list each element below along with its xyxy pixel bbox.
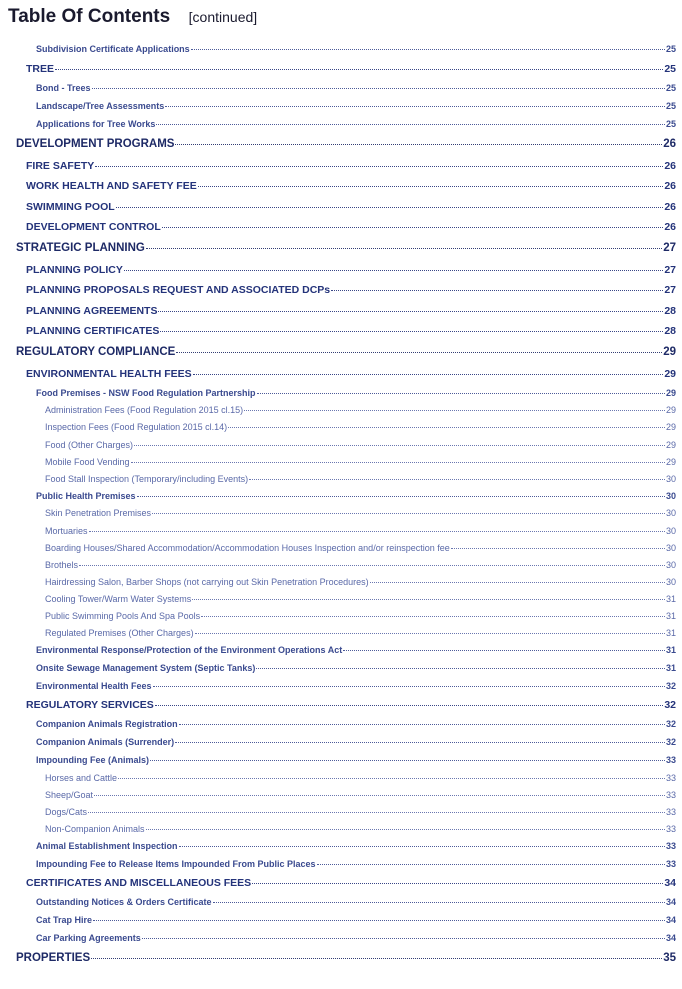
toc-entry-title: REGULATORY COMPLIANCE bbox=[16, 346, 176, 358]
dot-leader bbox=[175, 144, 662, 145]
toc-entry-title: Mortuaries bbox=[45, 526, 88, 536]
toc-entry-page: 33 bbox=[665, 824, 676, 834]
toc-entry-page: 27 bbox=[663, 242, 676, 254]
toc-entry-title: Animal Establishment Inspection bbox=[36, 841, 178, 851]
toc-entry-page: 25 bbox=[665, 44, 676, 54]
dot-leader bbox=[256, 668, 665, 669]
page-header bbox=[8, 6, 257, 28]
dot-leader bbox=[91, 958, 662, 959]
dot-leader bbox=[193, 374, 664, 375]
dot-leader bbox=[93, 920, 665, 921]
toc-entry-page: 33 bbox=[665, 841, 676, 851]
toc-entry-page: 34 bbox=[664, 877, 676, 889]
toc-entry[interactable] bbox=[45, 457, 676, 467]
toc-entry[interactable] bbox=[45, 560, 676, 570]
toc-entry-page: 26 bbox=[664, 201, 676, 213]
toc-entry[interactable] bbox=[36, 915, 676, 925]
dot-leader bbox=[118, 778, 665, 779]
toc-entry-title: PLANNING CERTIFICATES bbox=[26, 325, 160, 337]
toc-entry-title: Administration Fees (Food Regulation 2015 cl.15) bbox=[45, 405, 244, 415]
dot-leader bbox=[249, 479, 665, 480]
dot-leader bbox=[156, 124, 665, 125]
toc-entry[interactable] bbox=[45, 526, 676, 536]
toc-entry[interactable] bbox=[45, 628, 676, 638]
continued-label: [continued] bbox=[188, 9, 258, 25]
toc-entry-page: 34 bbox=[665, 933, 676, 943]
toc-entry-page: 30 bbox=[665, 474, 676, 484]
toc-entry-title: Landscape/Tree Assessments bbox=[36, 101, 165, 111]
toc-entry-title: PLANNING POLICY bbox=[26, 264, 123, 276]
toc-entry[interactable] bbox=[45, 405, 676, 415]
toc-entry-title: Environmental Response/Protection of the Environment Operations Act bbox=[36, 645, 343, 655]
toc-entry-title: Regulated Premises (Other Charges) bbox=[45, 628, 194, 638]
toc-entry[interactable] bbox=[36, 388, 676, 398]
toc-entry[interactable] bbox=[26, 305, 676, 317]
toc-entry-title: Brothels bbox=[45, 560, 79, 570]
toc-entry-page: 35 bbox=[663, 952, 676, 964]
toc-entry-title: Companion Animals (Surrender) bbox=[36, 737, 175, 747]
dot-leader bbox=[370, 582, 665, 583]
toc-entry[interactable] bbox=[26, 160, 676, 172]
toc-entry[interactable] bbox=[36, 83, 676, 93]
toc-entry[interactable] bbox=[36, 44, 676, 54]
toc-entry-page: 27 bbox=[664, 284, 676, 296]
toc-entry-page: 31 bbox=[665, 611, 676, 621]
dot-leader bbox=[146, 248, 662, 249]
toc-entry-page: 30 bbox=[665, 577, 676, 587]
toc-entry-page: 26 bbox=[664, 180, 676, 192]
toc-entry-title: Food (Other Charges) bbox=[45, 440, 134, 450]
toc-entry[interactable] bbox=[36, 737, 676, 747]
toc-entry[interactable] bbox=[45, 790, 676, 800]
toc-entry[interactable] bbox=[26, 284, 676, 296]
toc-entry-page: 30 bbox=[665, 491, 676, 501]
dot-leader bbox=[94, 795, 665, 796]
toc-entry[interactable] bbox=[45, 773, 676, 783]
toc-entry-page: 28 bbox=[664, 325, 676, 337]
toc-entry-page: 32 bbox=[665, 681, 676, 691]
dot-leader bbox=[201, 616, 665, 617]
toc-entry[interactable] bbox=[36, 755, 676, 765]
dot-leader bbox=[213, 902, 665, 903]
dot-leader bbox=[92, 88, 665, 89]
toc-entry-title: STRATEGIC PLANNING bbox=[16, 242, 145, 254]
toc-entry[interactable] bbox=[16, 138, 676, 150]
toc-entry[interactable] bbox=[36, 719, 676, 729]
dot-leader bbox=[155, 705, 664, 706]
toc-entry-page: 34 bbox=[665, 897, 676, 907]
toc-entry-page: 29 bbox=[665, 457, 676, 467]
toc-entry[interactable] bbox=[36, 645, 676, 655]
toc-entry-page: 33 bbox=[665, 773, 676, 783]
toc-entry[interactable] bbox=[36, 119, 676, 129]
toc-entry-page: 29 bbox=[665, 440, 676, 450]
toc-entry-title: Companion Animals Registration bbox=[36, 719, 178, 729]
toc-entry-page: 30 bbox=[665, 543, 676, 553]
toc-entry[interactable] bbox=[45, 807, 676, 817]
toc-entry-title: Mobile Food Vending bbox=[45, 457, 130, 467]
dot-leader bbox=[55, 69, 663, 70]
dot-leader bbox=[158, 311, 663, 312]
toc-entry-page: 33 bbox=[665, 755, 676, 765]
toc-entry-page: 29 bbox=[665, 405, 676, 415]
toc-entry-title: Sheep/Goat bbox=[45, 790, 94, 800]
toc-entry[interactable] bbox=[26, 699, 676, 711]
dot-leader bbox=[195, 633, 665, 634]
dot-leader bbox=[257, 393, 665, 394]
toc-entry-page: 32 bbox=[665, 719, 676, 729]
toc-entry-page: 31 bbox=[665, 645, 676, 655]
toc-entry-page: 32 bbox=[665, 737, 676, 747]
dot-leader bbox=[137, 496, 665, 497]
dot-leader bbox=[176, 352, 662, 353]
toc-entry[interactable] bbox=[26, 180, 676, 192]
toc-entry-page: 33 bbox=[665, 859, 676, 869]
dot-leader bbox=[198, 186, 664, 187]
toc-entry-title: Cooling Tower/Warm Water Systems bbox=[45, 594, 192, 604]
toc-entry-title: WORK HEALTH AND SAFETY FEE bbox=[26, 180, 197, 192]
toc-entry[interactable] bbox=[36, 491, 676, 501]
dot-leader bbox=[451, 548, 665, 549]
toc-entry-title: REGULATORY SERVICES bbox=[26, 699, 154, 711]
toc-entry-title: Subdivision Certificate Applications bbox=[36, 44, 190, 54]
toc-entry-page: 29 bbox=[664, 368, 676, 380]
toc-entry-title: ENVIRONMENTAL HEALTH FEES bbox=[26, 368, 192, 380]
toc-entry-title: Non-Companion Animals bbox=[45, 824, 145, 834]
toc-entry[interactable] bbox=[36, 841, 676, 851]
dot-leader bbox=[146, 829, 665, 830]
dot-leader bbox=[95, 166, 663, 167]
toc-entry-title: SWIMMING POOL bbox=[26, 201, 115, 213]
toc-entry-title: Hairdressing Salon, Barber Shops (not carrying out Skin Penetration Procedures) bbox=[45, 577, 369, 587]
toc-entry[interactable] bbox=[26, 264, 676, 276]
dot-leader bbox=[142, 938, 665, 939]
toc-entry-title: Dogs/Cats bbox=[45, 807, 88, 817]
toc-entry-page: 25 bbox=[665, 83, 676, 93]
toc-entry[interactable] bbox=[36, 101, 676, 111]
toc-entry-title: Onsite Sewage Management System (Septic Tanks) bbox=[36, 663, 256, 673]
toc-entry-page: 26 bbox=[664, 221, 676, 233]
toc-entry-title: TREE bbox=[26, 63, 55, 75]
toc-entry-page: 31 bbox=[665, 594, 676, 604]
dot-leader bbox=[191, 49, 665, 50]
toc-entry[interactable] bbox=[45, 422, 676, 432]
dot-leader bbox=[343, 650, 665, 651]
toc-entry-title: Car Parking Agreements bbox=[36, 933, 141, 943]
toc-entry-title: Skin Penetration Premises bbox=[45, 508, 152, 518]
toc-entry-page: 29 bbox=[665, 388, 676, 398]
toc-entry[interactable] bbox=[45, 440, 676, 450]
toc-entry-title: Impounding Fee (Animals) bbox=[36, 755, 150, 765]
toc-entry-page: 25 bbox=[664, 63, 676, 75]
toc-entry-title: PLANNING PROPOSALS REQUEST AND ASSOCIATED DCPs bbox=[26, 284, 331, 296]
toc-entry-title: Impounding Fee to Release Items Impounded From Public Places bbox=[36, 859, 316, 869]
toc-entry-page: 30 bbox=[665, 560, 676, 570]
dot-leader bbox=[124, 270, 663, 271]
toc-entry-page: 33 bbox=[665, 807, 676, 817]
toc-entry-title: DEVELOPMENT CONTROL bbox=[26, 221, 161, 233]
dot-leader bbox=[165, 106, 665, 107]
dot-leader bbox=[89, 531, 665, 532]
toc-entry[interactable] bbox=[16, 952, 676, 964]
toc-entry-title: Environmental Health Fees bbox=[36, 681, 152, 691]
dot-leader bbox=[175, 742, 665, 743]
toc-entry-page: 30 bbox=[665, 508, 676, 518]
toc-entry-page: 28 bbox=[664, 305, 676, 317]
toc-entry[interactable] bbox=[36, 663, 676, 673]
toc-entry[interactable] bbox=[26, 201, 676, 213]
page-title: Table Of Contents bbox=[8, 6, 171, 27]
toc-entry-title: Boarding Houses/Shared Accommodation/Accommodation Houses Inspection and/or reinspection fee bbox=[45, 543, 450, 553]
toc-entry-page: 26 bbox=[664, 160, 676, 172]
toc-entry[interactable] bbox=[26, 877, 676, 889]
toc-entry[interactable] bbox=[45, 508, 676, 518]
toc-entry[interactable] bbox=[45, 611, 676, 621]
dot-leader bbox=[317, 864, 665, 865]
toc-entry[interactable] bbox=[36, 859, 676, 869]
toc-entry[interactable] bbox=[26, 221, 676, 233]
toc-entry-page: 30 bbox=[665, 526, 676, 536]
toc-entry-title: CERTIFICATES AND MISCELLANEOUS FEES bbox=[26, 877, 252, 889]
toc-entry-title: Cat Trap Hire bbox=[36, 915, 93, 925]
toc-entry-title: Public Swimming Pools And Spa Pools bbox=[45, 611, 201, 621]
toc-entry-title: Horses and Cattle bbox=[45, 773, 118, 783]
toc-entry-page: 31 bbox=[665, 628, 676, 638]
dot-leader bbox=[179, 724, 665, 725]
toc-entry-page: 25 bbox=[665, 119, 676, 129]
dot-leader bbox=[192, 599, 665, 600]
toc-entry-title: Outstanding Notices & Orders Certificate bbox=[36, 897, 212, 907]
toc-entry-title: PLANNING AGREEMENTS bbox=[26, 305, 158, 317]
toc-entry-page: 29 bbox=[665, 422, 676, 432]
toc-entry-page: 32 bbox=[664, 699, 676, 711]
toc-entry-page: 27 bbox=[664, 264, 676, 276]
dot-leader bbox=[150, 760, 665, 761]
toc-entry-title: PROPERTIES bbox=[16, 952, 91, 964]
toc-entry-title: DEVELOPMENT PROGRAMS bbox=[16, 138, 175, 150]
dot-leader bbox=[244, 410, 665, 411]
toc-entry[interactable] bbox=[36, 933, 676, 943]
dot-leader bbox=[153, 686, 665, 687]
dot-leader bbox=[331, 290, 663, 291]
toc-entry-title: Food Premises - NSW Food Regulation Partnership bbox=[36, 388, 256, 398]
dot-leader bbox=[131, 462, 665, 463]
toc-entry-title: Food Stall Inspection (Temporary/including Events) bbox=[45, 474, 249, 484]
toc-entry[interactable] bbox=[16, 346, 676, 358]
toc-entry-page: 34 bbox=[665, 915, 676, 925]
toc-entry-title: Public Health Premises bbox=[36, 491, 136, 501]
dot-leader bbox=[152, 513, 665, 514]
toc-entry[interactable] bbox=[26, 63, 676, 75]
toc-entry[interactable] bbox=[45, 474, 676, 484]
toc-entry[interactable] bbox=[36, 681, 676, 691]
toc-entry[interactable] bbox=[45, 577, 676, 587]
dot-leader bbox=[116, 207, 664, 208]
toc-entry-page: 33 bbox=[665, 790, 676, 800]
toc-entry-title: Applications for Tree Works bbox=[36, 119, 156, 129]
toc-entry-title: FIRE SAFETY bbox=[26, 160, 95, 172]
dot-leader bbox=[160, 331, 663, 332]
dot-leader bbox=[252, 883, 663, 884]
toc-entry-title: Bond - Trees bbox=[36, 83, 91, 93]
toc-entry[interactable] bbox=[16, 242, 676, 254]
dot-leader bbox=[79, 565, 665, 566]
dot-leader bbox=[134, 445, 665, 446]
toc-entry[interactable] bbox=[45, 594, 676, 604]
dot-leader bbox=[88, 812, 665, 813]
toc-entry[interactable] bbox=[45, 543, 676, 553]
dot-leader bbox=[179, 846, 665, 847]
toc-entry-page: 26 bbox=[663, 138, 676, 150]
toc-entry-title: Inspection Fees (Food Regulation 2015 cl.14) bbox=[45, 422, 228, 432]
toc-entry-page: 25 bbox=[665, 101, 676, 111]
toc-entry[interactable] bbox=[26, 368, 676, 380]
dot-leader bbox=[228, 427, 665, 428]
toc-entry[interactable] bbox=[36, 897, 676, 907]
dot-leader bbox=[162, 227, 664, 228]
toc-entry[interactable] bbox=[45, 824, 676, 834]
toc-entry-page: 31 bbox=[665, 663, 676, 673]
toc-entry-page: 29 bbox=[663, 346, 676, 358]
toc-entry[interactable] bbox=[26, 325, 676, 337]
